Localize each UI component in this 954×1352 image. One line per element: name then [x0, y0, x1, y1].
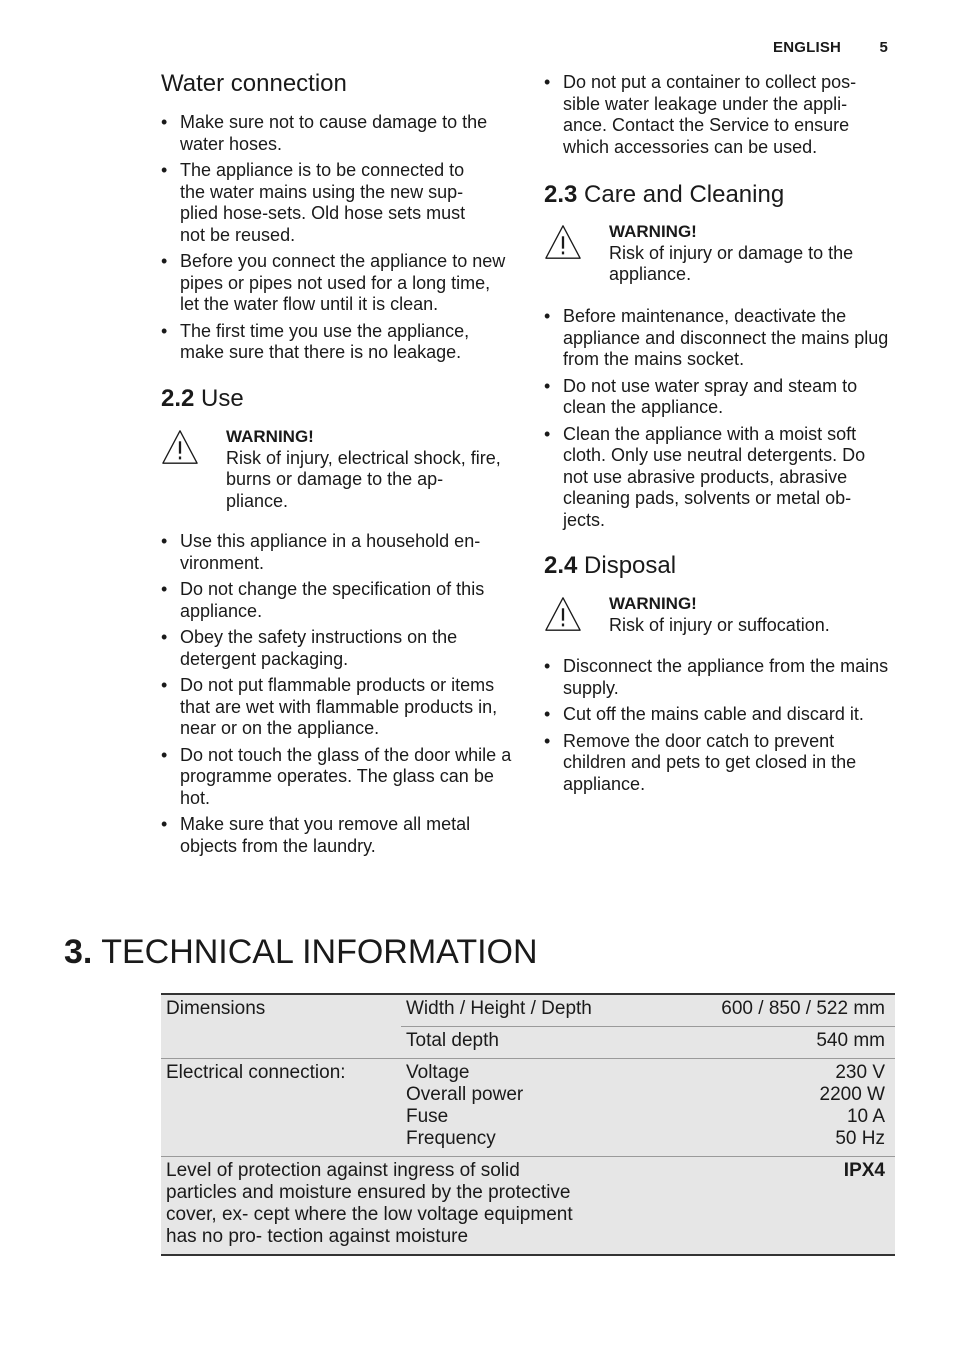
warning-text: Risk of injury or damage to the appliance.	[609, 242, 854, 284]
list-item: • Make sure that you remove all metal objects from the laundry.	[161, 814, 513, 857]
warning-triangle-icon	[544, 223, 582, 261]
table-row	[161, 994, 895, 1027]
water-connection-heading: Water connection	[161, 70, 347, 97]
warning-title: WARNING!	[609, 594, 697, 613]
use-heading: 2.2 Use	[161, 385, 244, 412]
list-item: • Do not change the specification of this appliance.	[161, 579, 513, 622]
list-item: • Do not put a container to collect pos- sible water leakage under the appli- ance. Contact the Service to ensure which accessories can be used.	[544, 72, 889, 158]
power-label: Overall power	[406, 1084, 524, 1105]
warning-triangle-icon	[544, 595, 582, 633]
list-item: • Do not put flammable products or items that are wet with flammable products in, near or on the appliance.	[161, 675, 513, 740]
warning-triangle-icon	[161, 428, 199, 466]
warning-text: Risk of injury, electrical shock, fire, burns or damage to the ap- pliance.	[226, 447, 501, 511]
technical-information-table	[161, 993, 895, 1256]
list-item: • The first time you use the appliance, make sure that there is no leakage.	[161, 321, 513, 364]
disposal-heading: 2.4 Disposal	[544, 552, 677, 579]
list-item: • Do not touch the glass of the door while a programme operates. The glass can be hot.	[161, 745, 513, 810]
page-header	[773, 39, 888, 56]
page-number: 5	[879, 39, 888, 56]
list-item: • Do not use water spray and steam to clean the appliance.	[544, 376, 894, 419]
whd-label: Width / Height / Depth	[401, 994, 631, 1027]
list-item: • Cut off the mains cable and discard it.	[544, 704, 894, 726]
technical-information-heading: 3. TECHNICAL INFORMATION	[64, 933, 538, 971]
list-item: • The appliance is to be connected to the water mains using the new sup- plied hose-sets. Old hose sets must not be reused.	[161, 160, 513, 246]
water-connection-list-continued	[544, 72, 889, 163]
warning-title: WARNING!	[226, 427, 314, 446]
electrical-label: Electrical connection:	[161, 1059, 401, 1157]
language-label: ENGLISH	[773, 39, 842, 56]
list-item: • Before maintenance, deactivate the appliance and disconnect the mains plug from the mains socket.	[544, 306, 894, 371]
list-item: • Make sure not to cause damage to the water hoses.	[161, 112, 513, 155]
dimensions-label: Dimensions	[161, 994, 401, 1059]
list-item: • Before you connect the appliance to new pipes or pipes not used for a long time, let the water flow until it is clean.	[161, 251, 513, 316]
fuse-value: 10 A	[846, 1106, 885, 1127]
fuse-label: Fuse	[406, 1106, 449, 1127]
voltage-label: Voltage	[406, 1062, 470, 1083]
list-item: • Disconnect the appliance from the mains supply.	[544, 656, 894, 699]
list-item: • Obey the safety instructions on the detergent packaging.	[161, 627, 513, 670]
use-list	[161, 531, 513, 862]
total-depth-value: 540 mm	[631, 1027, 895, 1059]
frequency-label: Frequency	[406, 1128, 496, 1149]
list-item: • Clean the appliance with a moist soft cloth. Only use neutral detergents. Do not use abrasive products, abrasive cleaning pads, solvents or metal ob- jects.	[544, 424, 894, 532]
warning-text: Risk of injury or suffocation.	[609, 614, 830, 635]
water-connection-list	[161, 112, 513, 369]
protection-label: Level of protection against ingress of solid particles and moisture ensured by the protective cover, ex- cept where the low voltage equipment has no pro- tection against moisture	[161, 1157, 631, 1256]
list-item: • Use this appliance in a household en- vironment.	[161, 531, 513, 574]
whd-value: 600 / 850 / 522 mm	[631, 994, 895, 1027]
care-warning	[544, 221, 894, 291]
electrical-params	[401, 1059, 631, 1157]
electrical-values	[631, 1059, 895, 1157]
disposal-list	[544, 656, 894, 800]
table-row	[161, 1059, 895, 1157]
use-warning	[161, 426, 513, 516]
warning-title: WARNING!	[609, 222, 697, 241]
disposal-warning	[544, 593, 894, 643]
voltage-value: 230 V	[835, 1062, 885, 1083]
list-item: • Remove the door catch to prevent children and pets to get closed in the appliance.	[544, 731, 894, 796]
total-depth-label: Total depth	[401, 1027, 631, 1059]
care-cleaning-list	[544, 306, 894, 536]
care-cleaning-heading: 2.3 Care and Cleaning	[544, 181, 785, 208]
frequency-value: 50 Hz	[835, 1128, 885, 1149]
table-row	[161, 1157, 895, 1256]
power-value: 2200 W	[819, 1084, 885, 1105]
protection-value: IPX4	[631, 1157, 895, 1256]
